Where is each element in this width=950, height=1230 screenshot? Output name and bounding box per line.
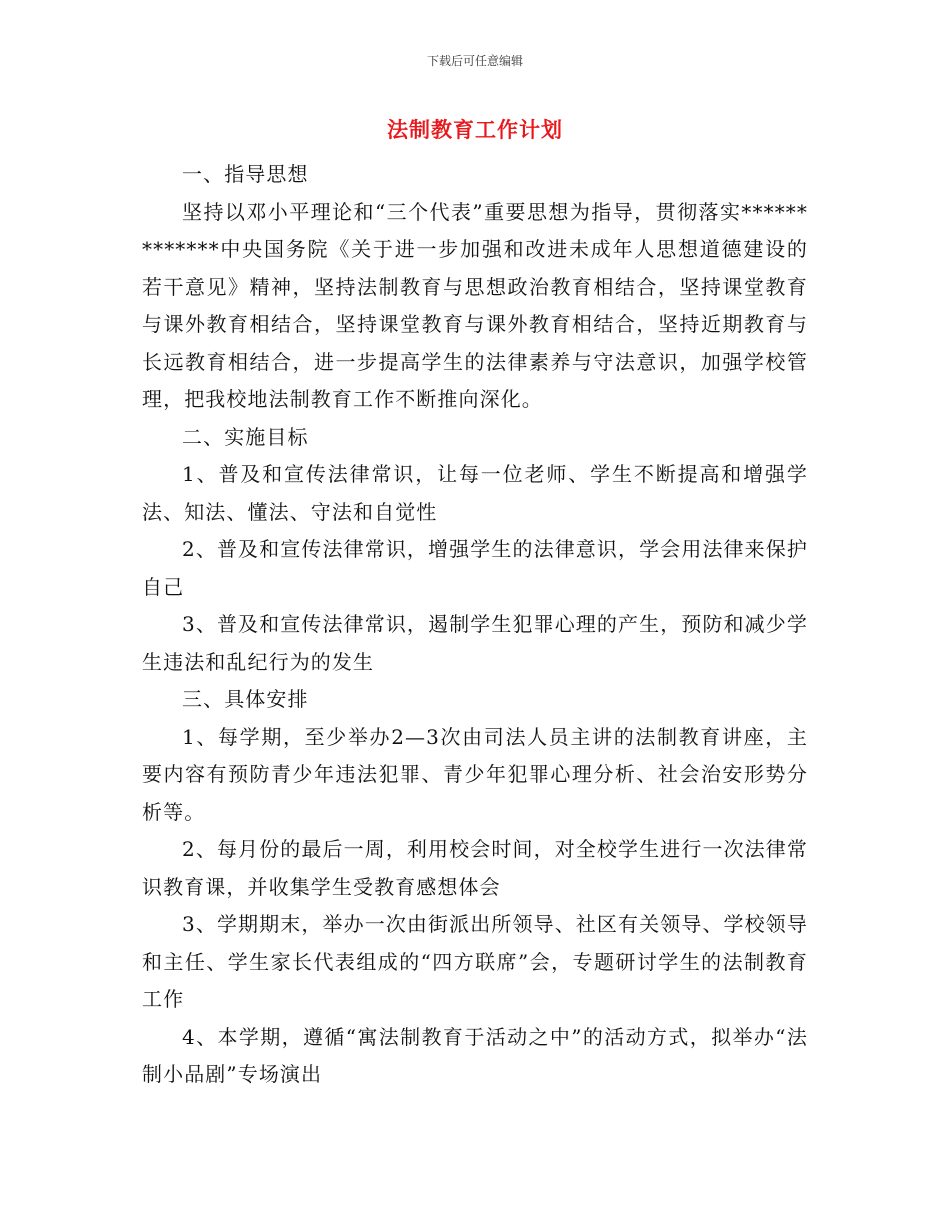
document-title: 法制教育工作计划 <box>387 118 563 142</box>
objective-item-3: 3、普及和宣传法律常识，遏制学生犯罪心理的产生，预防和减少学生违法和乱纪行为的发生 <box>142 612 808 674</box>
objective-item-1: 1、普及和宣传法律常识，让每一位老师、学生不断提高和增强学法、知法、懂法、守法和自觉性 <box>142 462 808 524</box>
paragraph-guiding-ideology: 坚持以邓小平理论和“三个代表”重要思想为指导，贯彻落实*************中央国务院《关于进一步加强和改进未成年人思想道德建设的若干意见》精神，坚持法制教育与思想政治教育相结合，坚持课堂教育与课外教育相结合，坚持课堂教育与课外教育相结合，坚持近期教育与长远教育相结合，进一步提高学生的法律素养与守法意识，加强学校管理，把我校地法制教育工作不断推向深化。 <box>142 199 808 411</box>
arrangement-item-3: 3、学期期末，举办一次由街派出所领导、社区有关领导、学校领导和主任、学生家长代表组成的“四方联席”会，专题研讨学生的法制教育工作 <box>142 912 808 1011</box>
arrangement-item-4: 4、本学期，遵循“寓法制教育于活动之中”的活动方式，拟举办“法制小品剧”专场演出 <box>142 1024 808 1086</box>
section-heading-arrangements: 三、具体安排 <box>182 687 309 711</box>
arrangement-item-1: 1、每学期，至少举办2—3次由司法人员主讲的法制教育讲座，主要内容有预防青少年违法犯罪、青少年犯罪心理分析、社会治安形势分析等。 <box>142 724 808 824</box>
section-heading-objectives: 二、实施目标 <box>182 424 309 449</box>
objective-item-2: 2、普及和宣传法律常识，增强学生的法律意识，学会用法律来保护自己 <box>142 537 808 599</box>
section-heading-guiding-ideology: 一、指导思想 <box>182 162 309 186</box>
document-body <box>142 156 808 1094</box>
header-note: 下载后可任意编辑 <box>426 54 523 68</box>
arrangement-item-2: 2、每月份的最后一周，利用校会时间，对全校学生进行一次法律常识教育课，并收集学生受教育感想体会 <box>142 837 808 899</box>
